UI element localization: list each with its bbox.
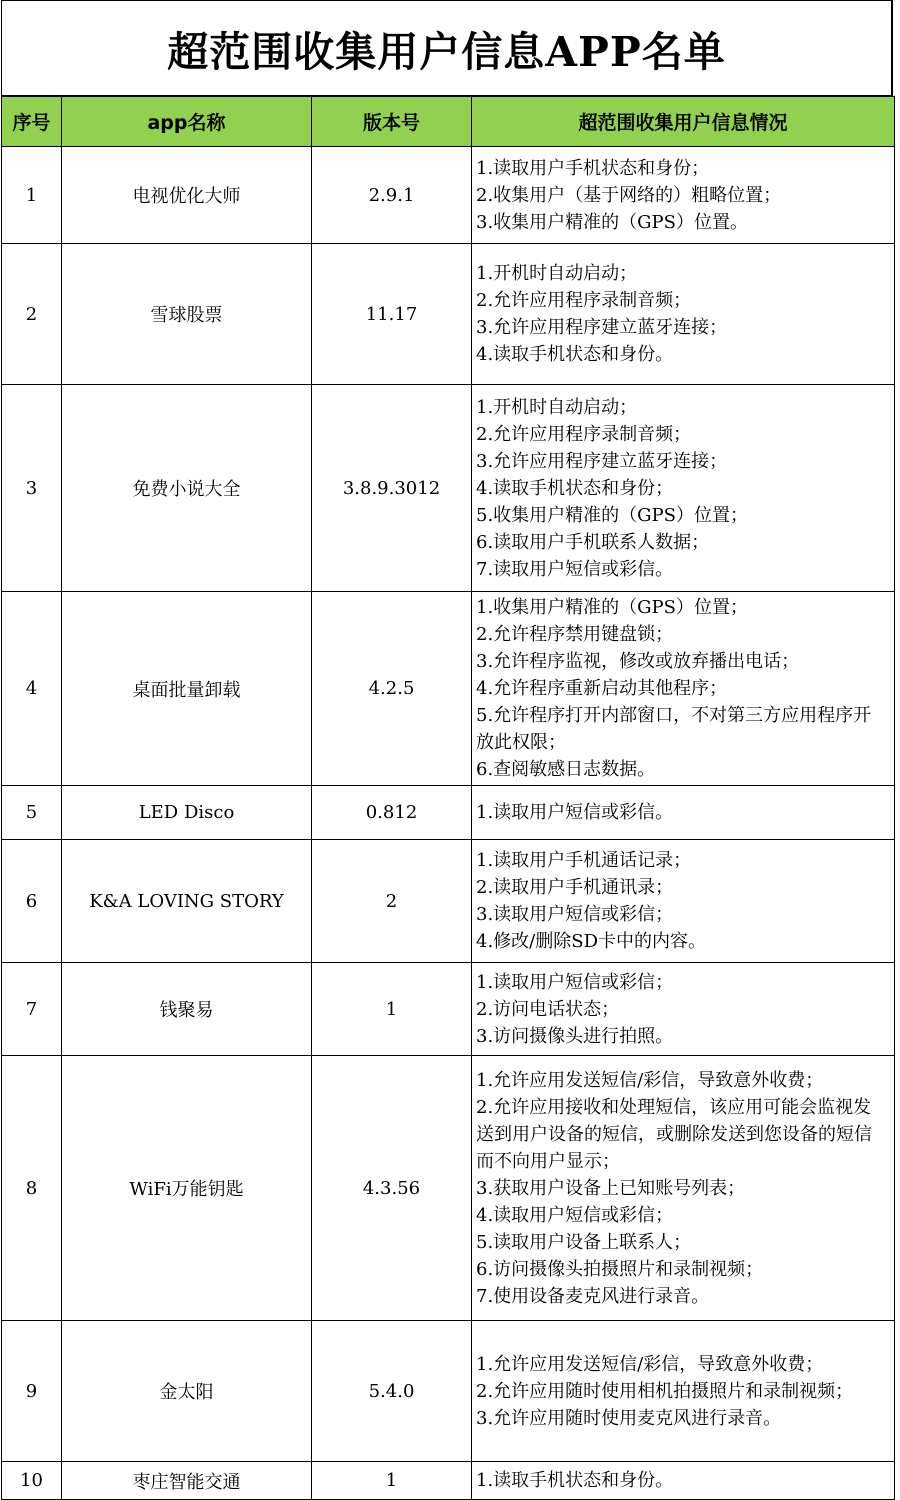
- permission-item: 2.允许应用程序录制音频；: [476, 290, 692, 311]
- table-body: [2, 147, 895, 1500]
- app-version: 2.9.1: [312, 147, 472, 244]
- table-row: [2, 840, 895, 963]
- app-version: 1: [312, 963, 472, 1056]
- row-number: 2: [2, 244, 62, 385]
- permission-item: 2.访问电话状态；: [476, 998, 620, 1020]
- permission-item: 2.读取用户手机通讯录；: [476, 877, 674, 898]
- row-number: 3: [2, 385, 62, 592]
- permission-item: 3.访问摄像头进行拍照。: [476, 1025, 674, 1047]
- row-number: 10: [2, 1462, 62, 1500]
- permission-details: [472, 963, 895, 1056]
- permission-details: [472, 786, 895, 840]
- permission-item: 1.读取用户短信或彩信；: [476, 971, 674, 993]
- table-row: [2, 1462, 895, 1500]
- table-row: [2, 786, 895, 840]
- row-number: 8: [2, 1056, 62, 1321]
- permission-item: 3.收集用户精准的（GPS）位置。: [476, 211, 748, 233]
- row-number: 7: [2, 963, 62, 1056]
- permission-item: 3.获取用户设备上已知账号列表；: [476, 1177, 746, 1199]
- app-version: 3.8.9.3012: [312, 385, 472, 592]
- permission-item: 3.读取用户短信或彩信；: [476, 904, 674, 925]
- table-row: [2, 385, 895, 592]
- table-row: [2, 1056, 895, 1321]
- permission-item: 1.收集用户精准的（GPS）位置；: [476, 597, 748, 618]
- permission-item: 1.开机时自动启动；: [476, 263, 638, 284]
- row-number: 4: [2, 592, 62, 786]
- permission-item: 4.读取手机状态和身份。: [476, 344, 674, 365]
- permission-details: [472, 147, 895, 244]
- permission-item: 1.读取用户手机状态和身份；: [476, 157, 710, 179]
- permission-item: 1.开机时自动启动；: [476, 396, 638, 418]
- permission-item: 7.读取用户短信或彩信。: [476, 558, 674, 580]
- app-version: 5.4.0: [312, 1321, 472, 1462]
- permission-item: 2.允许应用随时使用相机拍摄照片和录制视频；: [476, 1380, 854, 1402]
- permission-item: 4.读取用户短信或彩信；: [476, 1204, 674, 1226]
- permission-item: 5.读取用户设备上联系人；: [476, 1231, 692, 1253]
- permission-item: 3.允许程序监视，修改或放弃播出电话；: [476, 651, 800, 672]
- app-list-table: [1, 96, 895, 1500]
- col-header-no: 序号: [2, 97, 62, 147]
- permission-details: [472, 385, 895, 592]
- permission-item: 2.允许程序禁用键盘锁；: [476, 624, 674, 645]
- table-row: [2, 592, 895, 786]
- permission-details: [472, 592, 895, 786]
- permission-item: 4.修改/删除SD卡中的内容。: [476, 931, 706, 952]
- app-version: 11.17: [312, 244, 472, 385]
- row-number: 9: [2, 1321, 62, 1462]
- permission-details: [472, 1321, 895, 1462]
- permission-item: 3.允许应用程序建立蓝牙连接；: [476, 317, 728, 338]
- title-cell: [1, 0, 893, 96]
- col-header-app: app名称: [62, 97, 312, 147]
- app-version: 0.812: [312, 786, 472, 840]
- app-name: WiFi万能钥匙: [62, 1056, 312, 1321]
- permission-details: [472, 1056, 895, 1321]
- permission-item: 1.读取用户短信或彩信。: [476, 802, 674, 823]
- app-name: 免费小说大全: [62, 385, 312, 592]
- app-version: 1: [312, 1462, 472, 1500]
- header-row: [2, 97, 895, 147]
- page-title: 超范围收集用户信息APP名单: [167, 27, 726, 76]
- app-name: 电视优化大师: [62, 147, 312, 244]
- app-version: 2: [312, 840, 472, 963]
- app-version: 4.3.56: [312, 1056, 472, 1321]
- row-number: 1: [2, 147, 62, 244]
- col-header-version: 版本号: [312, 97, 472, 147]
- permission-item: 6.查阅敏感日志数据。: [476, 759, 656, 780]
- permission-item: 1.读取用户手机通话记录；: [476, 850, 692, 871]
- permission-item: 4.允许程序重新启动其他程序；: [476, 678, 728, 699]
- table-row: [2, 1321, 895, 1462]
- permission-item: 6.读取用户手机联系人数据；: [476, 531, 710, 553]
- permission-item: 7.使用设备麦克风进行录音。: [476, 1285, 710, 1307]
- permission-item: 5.收集用户精准的（GPS）位置；: [476, 504, 748, 526]
- app-name: 金太阳: [62, 1321, 312, 1462]
- permission-item: 2.收集用户（基于网络的）粗略位置；: [476, 184, 782, 206]
- app-name: 枣庄智能交通: [62, 1462, 312, 1500]
- table-row: [2, 244, 895, 385]
- permission-details: [472, 840, 895, 963]
- permission-item: 1.读取手机状态和身份。: [476, 1470, 674, 1491]
- permission-item: 4.读取手机状态和身份；: [476, 477, 674, 499]
- permission-item: 1.允许应用发送短信/彩信，导致意外收费；: [476, 1353, 824, 1375]
- permission-details: [472, 244, 895, 385]
- app-name: 桌面批量卸载: [62, 592, 312, 786]
- app-version: 4.2.5: [312, 592, 472, 786]
- permission-item: 3.允许应用随时使用麦克风进行录音。: [476, 1407, 782, 1429]
- permission-details: [472, 1462, 895, 1500]
- permission-item: 3.允许应用程序建立蓝牙连接；: [476, 450, 728, 472]
- app-name: LED Disco: [62, 786, 312, 840]
- row-number: 5: [2, 786, 62, 840]
- permission-item: 2.允许应用程序录制音频；: [476, 423, 692, 445]
- app-name: 雪球股票: [62, 244, 312, 385]
- permission-item: 2.允许应用接收和处理短信，该应用可能会监视发送到用户设备的短信，或删除发送到您设备的短信而不向用户显示；: [476, 1096, 872, 1172]
- table-row: [2, 147, 895, 244]
- col-header-details: 超范围收集用户信息情况: [472, 97, 895, 147]
- row-number: 6: [2, 840, 62, 963]
- app-name: 钱聚易: [62, 963, 312, 1056]
- permission-item: 6.访问摄像头拍摄照片和录制视频；: [476, 1258, 764, 1280]
- permission-item: 5.允许程序打开内部窗口，不对第三方应用程序开放此权限；: [476, 705, 872, 753]
- permission-item: 1.允许应用发送短信/彩信，导致意外收费；: [476, 1069, 824, 1091]
- app-name: K&A LOVING STORY: [62, 840, 312, 963]
- table-row: [2, 963, 895, 1056]
